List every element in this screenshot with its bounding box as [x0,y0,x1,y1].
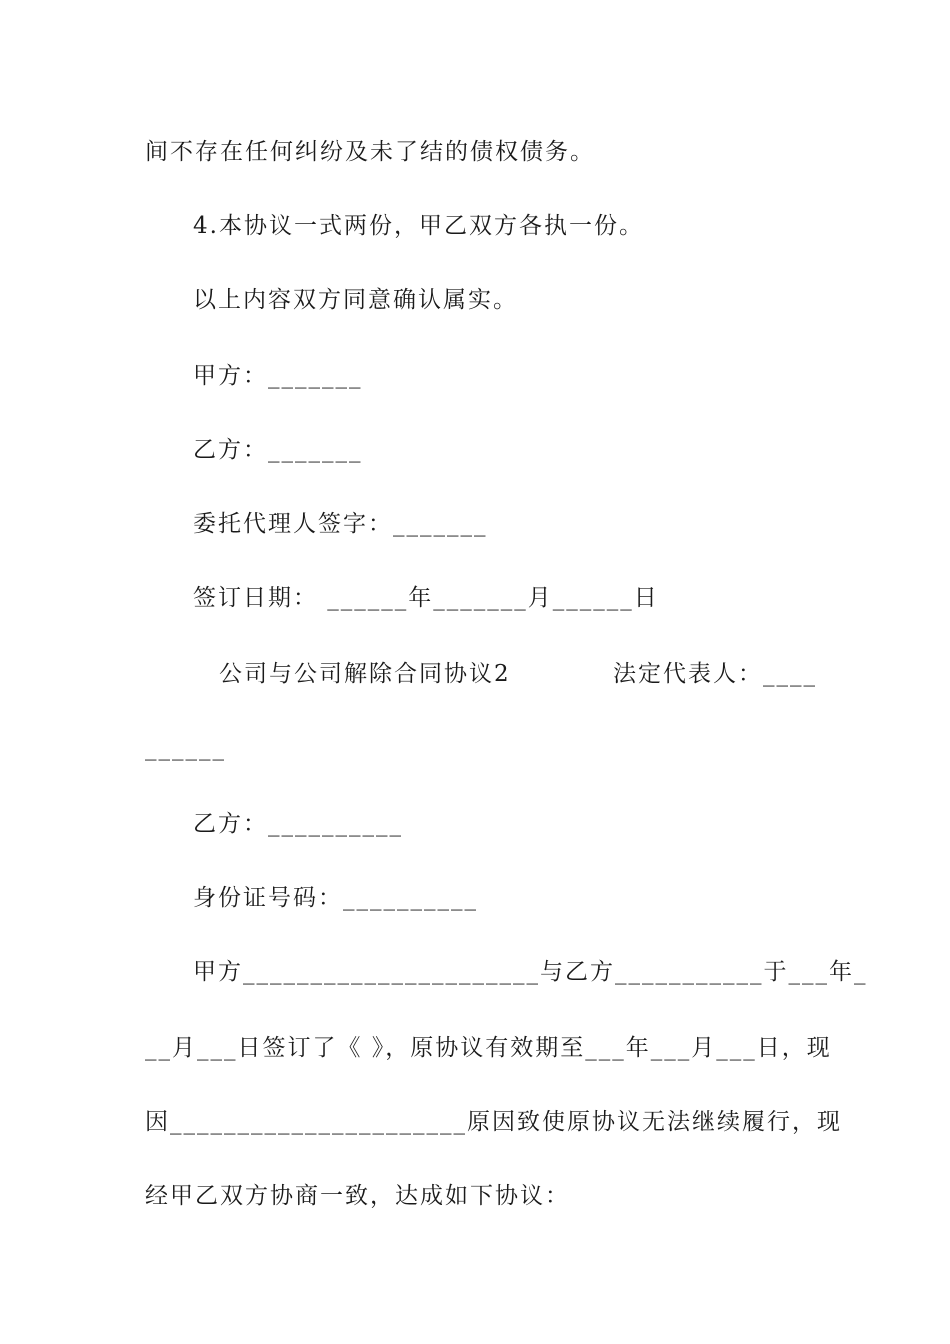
party-a-field: 甲方：_______ [193,363,363,389]
legal-representative-field: 法定代表人：____ [613,661,817,687]
paragraph-line: 甲方______________________与乙方___________于___年_ [193,959,868,985]
paragraph-line: 经甲乙双方协商一致，达成如下协议： [145,1183,570,1209]
party-b-field: 乙方：_______ [193,437,363,463]
signing-date-field: 签订日期： ______年_______月______日 [193,585,659,611]
confirmation-statement: 以上内容双方同意确认属实。 [193,287,518,313]
party-b-field: 乙方：__________ [193,811,403,837]
document-heading: 公司与公司解除合同协议2 [219,661,511,687]
paragraph-line: 间不存在任何纠纷及未了结的债权债务。 [145,139,595,165]
id-number-field: 身份证号码：__________ [193,885,478,911]
clause-copies: 4.本协议一式两份，甲乙双方各执一份。 [193,213,644,239]
paragraph-line: __月___日签订了《 》，原协议有效期至___年___月___日，现 [145,1035,832,1061]
legal-representative-field-continued: ______ [145,735,226,761]
paragraph-line: 因______________________原因致使原协议无法继续履行，现 [145,1109,842,1135]
agent-signature-field: 委托代理人签字：_______ [193,511,488,537]
